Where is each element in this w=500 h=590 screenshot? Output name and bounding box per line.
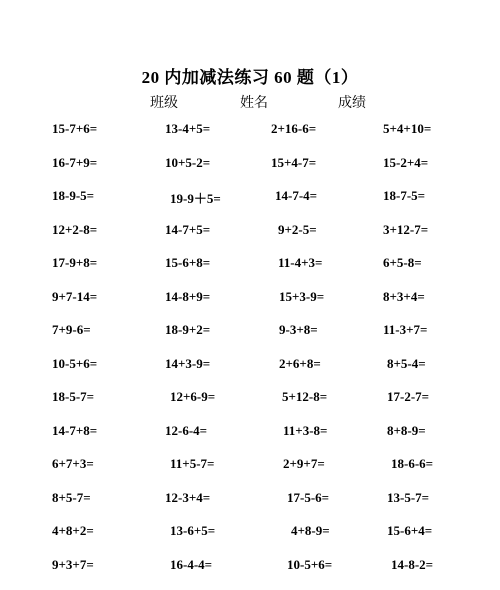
problem-row (0, 155, 500, 189)
problem-item: 14-7+5= (165, 222, 210, 238)
worksheet-title: 20 内加减法练习 60 题（1） (0, 63, 500, 88)
problem-row (0, 389, 500, 423)
problem-item: 17-5-6= (287, 490, 329, 506)
problem-item: 15+3-9= (279, 289, 324, 305)
problem-item: 16-4-4= (170, 557, 212, 573)
problem-item: 12+6-9= (170, 389, 215, 405)
problem-item: 12+2-8= (52, 222, 97, 238)
problem-row (0, 322, 500, 356)
problem-item: 4+8+2= (52, 523, 94, 539)
problem-item: 14+3-9= (165, 356, 210, 372)
problem-item: 19-9＋5= (170, 188, 221, 207)
problem-row (0, 289, 500, 323)
problem-item: 17-9+8= (52, 255, 97, 271)
score-label: 成绩 (338, 92, 366, 112)
problem-item: 14-8-2= (391, 557, 433, 573)
problem-item: 4+8-9= (291, 523, 330, 539)
problem-row (0, 121, 500, 155)
problem-item: 14-7-4= (275, 188, 317, 204)
problem-item: 8+5-4= (387, 356, 426, 372)
problem-item: 2+6+8= (279, 356, 321, 372)
problem-item: 13-6+5= (170, 523, 215, 539)
problem-item: 9+2-5= (278, 222, 317, 238)
problem-row (0, 423, 500, 457)
problem-item: 13-5-7= (387, 490, 429, 506)
problem-item: 6+5-8= (383, 255, 422, 271)
problem-item: 2+9+7= (283, 456, 325, 472)
problem-row (0, 188, 500, 222)
problem-item: 15-2+4= (383, 155, 428, 171)
problem-item: 12-6-4= (165, 423, 207, 439)
problem-item: 5+12-8= (282, 389, 327, 405)
problem-item: 8+8-9= (387, 423, 426, 439)
problem-item: 18-7-5= (383, 188, 425, 204)
problem-item: 17-2-7= (387, 389, 429, 405)
problem-item: 9-3+8= (279, 322, 318, 338)
problem-item: 18-5-7= (52, 389, 94, 405)
problem-item: 8+3+4= (383, 289, 425, 305)
problem-row (0, 456, 500, 490)
problem-item: 18-6-6= (391, 456, 433, 472)
problem-row (0, 222, 500, 256)
problem-item: 9+3+7= (52, 557, 94, 573)
problem-item: 15-6+4= (387, 523, 432, 539)
problem-item: 6+7+3= (52, 456, 94, 472)
problem-grid (0, 121, 500, 590)
problem-item: 7+9-6= (52, 322, 91, 338)
problem-item: 12-3+4= (165, 490, 210, 506)
problem-item: 14-8+9= (165, 289, 210, 305)
problem-item: 10-5+6= (287, 557, 332, 573)
problem-item: 8+5-7= (52, 490, 91, 506)
problem-item: 15+4-7= (271, 155, 316, 171)
name-label: 姓名 (240, 92, 268, 112)
problem-row (0, 490, 500, 524)
problem-item: 15-7+6= (52, 121, 97, 137)
class-label: 班级 (150, 92, 178, 112)
problem-item: 5+4+10= (383, 121, 431, 137)
problem-item: 10-5+6= (52, 356, 97, 372)
problem-row (0, 523, 500, 557)
problem-item: 16-7+9= (52, 155, 97, 171)
problem-item: 11-4+3= (278, 255, 322, 271)
problem-item: 9+7-14= (52, 289, 97, 305)
problem-item: 13-4+5= (165, 121, 210, 137)
problem-row (0, 557, 500, 590)
problem-item: 14-7+8= (52, 423, 97, 439)
problem-item: 11-3+7= (383, 322, 427, 338)
problem-item: 11+3-8= (283, 423, 327, 439)
problem-item: 10+5-2= (165, 155, 210, 171)
problem-row (0, 356, 500, 390)
problem-item: 15-6+8= (165, 255, 210, 271)
problem-item: 18-9+2= (165, 322, 210, 338)
problem-item: 11+5-7= (170, 456, 214, 472)
problem-item: 3+12-7= (383, 222, 428, 238)
problem-item: 18-9-5= (52, 188, 94, 204)
problem-row (0, 255, 500, 289)
problem-item: 2+16-6= (271, 121, 316, 137)
